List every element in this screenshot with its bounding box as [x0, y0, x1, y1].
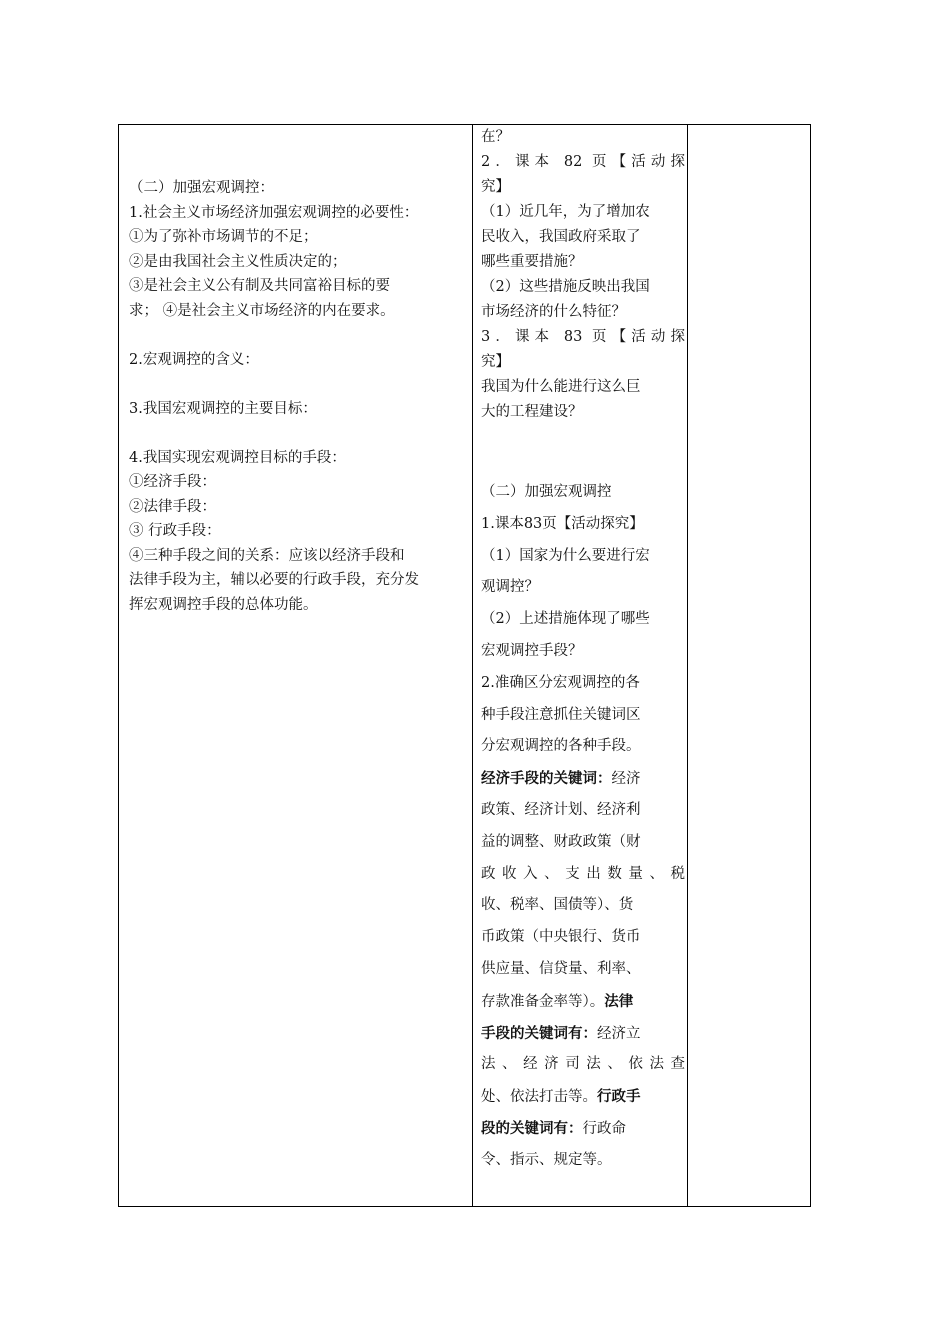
lesson-table	[118, 124, 811, 1207]
text-line: 哪些重要措施？	[481, 254, 583, 270]
text-line: 种手段注意抓住关键词区	[481, 706, 641, 723]
text-line: 法、经济司法、依法查	[481, 1056, 685, 1073]
bold-keyword: 手段的关键词有：	[481, 1024, 597, 1042]
text-line: 1.社会主义市场经济加强宏观调控的必要性：	[129, 204, 419, 221]
text-line: 大的工程建设？	[481, 404, 583, 420]
text-line: ③ 行政手段：	[129, 523, 221, 539]
text-line: ③是社会主义公有制及共同富裕目标的要	[129, 278, 390, 294]
column-divider	[472, 125, 473, 1206]
text-run: 行政命	[582, 1120, 626, 1137]
text-line: （二）加强宏观调控：	[129, 180, 274, 196]
blank-line	[129, 421, 469, 446]
bold-keyword: 经济手段的关键词：	[481, 770, 612, 788]
bold-keyword: 行政手	[597, 1088, 641, 1106]
text-line: 在？	[481, 129, 510, 145]
text-line: 供应量、信贷量、利率、	[481, 960, 641, 977]
text-line	[481, 763, 685, 795]
column-divider	[687, 125, 688, 1206]
text-line: 令、指示、规定等。	[481, 1151, 612, 1168]
text-line: 挥宏观调控手段的总体功能。	[129, 596, 318, 613]
text-line: 2.宏观调控的含义：	[129, 351, 259, 368]
text-line: ②法律手段：	[129, 498, 216, 515]
blank-line	[129, 372, 469, 397]
text-line: ②是由我国社会主义性质决定的；	[129, 253, 347, 270]
text-line: 4.我国实现宏观调控目标的手段：	[129, 449, 346, 466]
bold-keyword: 法律	[604, 992, 634, 1010]
text-line	[481, 986, 685, 1018]
text-line: 分宏观调控的各种手段。	[481, 738, 641, 755]
text-line: 3．课本 83 页【活动探	[481, 329, 685, 345]
activity-column	[481, 125, 685, 1168]
text-line	[481, 1018, 685, 1050]
text-run: 处、依法打击等。	[481, 1089, 597, 1106]
text-line: 1.课本83页【活动探究】	[481, 515, 644, 532]
text-line: 法律手段为主，辅以必要的行政手段，充分发	[129, 572, 419, 588]
text-line: 3.我国宏观调控的主要目标：	[129, 400, 317, 417]
text-line: （2）这些措施反映出我国	[481, 279, 650, 295]
text-line: 2．课本 82 页【活动探	[481, 154, 685, 170]
text-line: ①经济手段：	[129, 474, 216, 490]
text-line: 究】	[481, 354, 510, 370]
text-line: （2）上述措施体现了哪些	[481, 611, 650, 628]
text-line: 收、税率、国债等）、货	[481, 897, 634, 914]
text-line: （1）国家为什么要进行宏	[481, 547, 650, 564]
text-line: 宏观调控手段？	[481, 642, 583, 659]
text-line: 究】	[481, 179, 510, 195]
text-line: 政收入、支出数量、税	[481, 865, 685, 882]
text-line: ④三种手段之间的关系：应该以经济手段和	[129, 547, 405, 564]
knowledge-column	[129, 176, 469, 617]
activity-block-top	[481, 125, 685, 425]
activity-block-bottom	[481, 477, 685, 1177]
text-line: 币政策（中央银行、货币	[481, 929, 641, 946]
bold-keyword: 段的关键词有：	[481, 1119, 583, 1137]
text-line	[481, 1113, 685, 1145]
text-run: 经济	[611, 771, 641, 788]
text-line: 我国为什么能进行这么巨	[481, 379, 641, 395]
blank-line	[129, 323, 469, 348]
text-line: 益的调整、财政政策（财	[481, 833, 641, 850]
text-line: 求； ④是社会主义市场经济的内在要求。	[129, 302, 395, 319]
text-line: 政策、经济计划、经济利	[481, 801, 641, 818]
text-line: 2.准确区分宏观调控的各	[481, 674, 640, 691]
text-line	[481, 1081, 685, 1113]
text-line: （1）近几年，为了增加农	[481, 204, 650, 220]
text-line: ①为了弥补市场调节的不足；	[129, 229, 318, 245]
text-run: 存款准备金率等）。	[481, 993, 605, 1010]
text-line: （二）加强宏观调控	[481, 484, 612, 500]
text-line: 民收入，我国政府采取了	[481, 229, 641, 245]
text-run: 经济立	[597, 1025, 641, 1042]
text-line: 市场经济的什么特征？	[481, 304, 626, 320]
text-line: 观调控？	[481, 579, 539, 596]
